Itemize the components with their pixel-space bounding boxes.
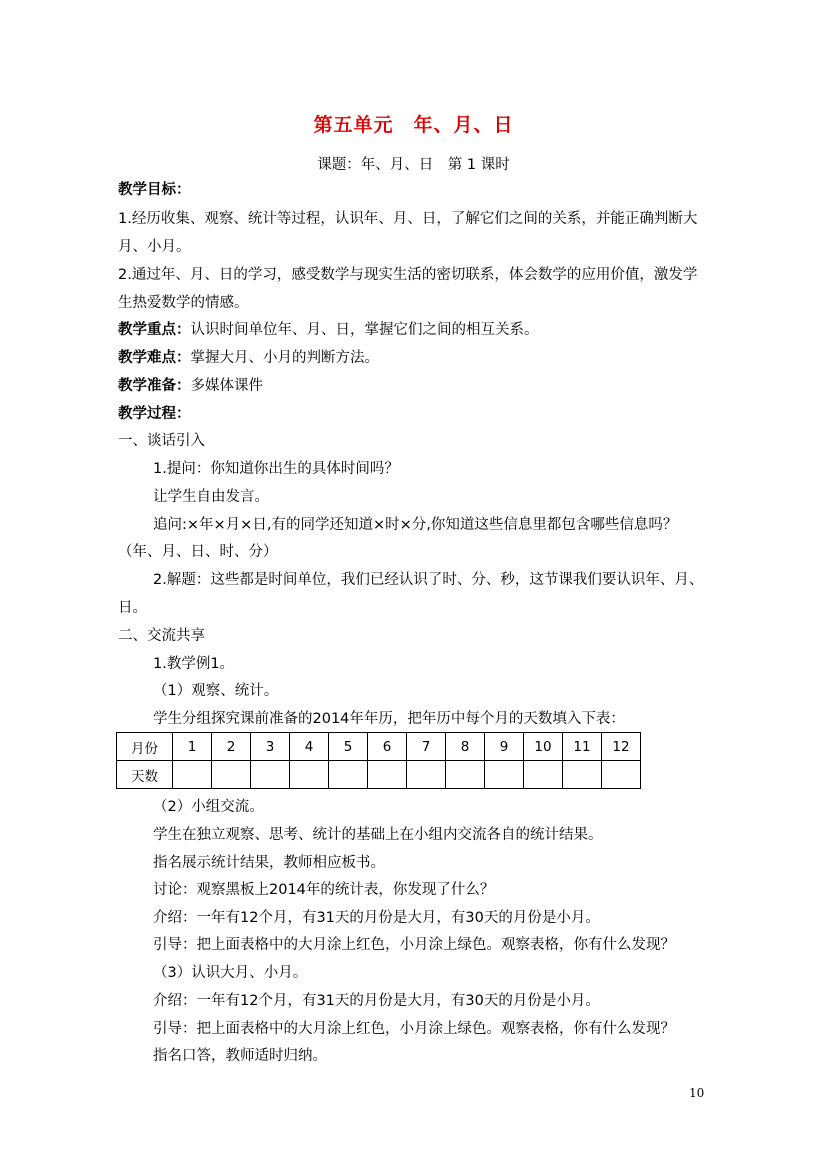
table-cell-days-label: 天数	[117, 761, 173, 789]
table-cell-days-blank	[368, 761, 407, 789]
table-cell-days-blank	[173, 761, 212, 789]
goal-2-line-1: 2.通过年、月、日的学习，感受数学与现实生活的密切联系，体会数学的应用价值，激发学	[118, 267, 698, 283]
section-2-line-10: （3）认识大月、小月。	[153, 965, 308, 981]
table-cell-days-blank	[602, 761, 641, 789]
page-number: 10	[689, 1086, 705, 1100]
table-row-days	[117, 761, 641, 789]
section-1-line-4: （年、月、日、时、分）	[118, 544, 278, 560]
table-cell-month: 7	[407, 733, 446, 761]
table-cell-days-blank	[212, 761, 251, 789]
table-cell-month: 1	[173, 733, 212, 761]
table-cell-month-label: 月份	[117, 733, 173, 761]
table-cell-days-blank	[251, 761, 290, 789]
section-2-line-6: 指名展示统计结果，教师相应板书。	[153, 855, 385, 871]
table-cell-month: 8	[446, 733, 485, 761]
section-2-heading: 二、交流共享	[118, 628, 205, 644]
section-1-line-5: 2.解题：这些都是时间单位，我们已经认识了时、分、秒，这节课我们要认识年、月、	[153, 572, 704, 588]
table-cell-days-blank	[524, 761, 563, 789]
table-cell-month: 6	[368, 733, 407, 761]
table-cell-days-blank	[485, 761, 524, 789]
table-cell-month: 2	[212, 733, 251, 761]
table-cell-month: 10	[524, 733, 563, 761]
preparation-text: 多媒体课件	[190, 378, 263, 394]
section-2-line-4: （2）小组交流。	[153, 799, 264, 815]
table-cell-month: 4	[290, 733, 329, 761]
table-cell-month: 11	[563, 733, 602, 761]
section-2-line-9: 引导：把上面表格中的大月涂上红色，小月涂上绿色。观察表格，你有什么发现？	[153, 937, 675, 953]
key-points	[118, 320, 539, 340]
section-1-line-1: 1.提问：你知道你出生的具体时间吗？	[153, 461, 399, 477]
table-cell-days-blank	[290, 761, 329, 789]
table-cell-month: 9	[485, 733, 524, 761]
section-2-line-13: 指名口答，教师适时归纳。	[153, 1048, 327, 1064]
section-2-line-3: 学生分组探究课前准备的2014年年历，把年历中每个月的天数填入下表：	[153, 711, 625, 727]
difficult-points	[118, 348, 379, 368]
goal-1-line-2: 月、小月。	[118, 239, 191, 255]
section-2-line-2: （1）观察、统计。	[153, 683, 279, 699]
section-2-line-1: 1.教学例1。	[153, 656, 235, 672]
section-2-line-5: 学生在独立观察、思考、统计的基础上在小组内交流各自的统计结果。	[153, 827, 603, 843]
table-cell-days-blank	[446, 761, 485, 789]
preparation	[118, 376, 263, 396]
key-points-label: 教学重点：	[118, 322, 191, 338]
section-1-line-2: 让学生自由发言。	[153, 489, 269, 505]
table-cell-month: 5	[329, 733, 368, 761]
section-2-line-11: 介绍：一年有12个月，有31天的月份是大月，有30天的月份是小月。	[153, 993, 600, 1009]
table-cell-month: 3	[251, 733, 290, 761]
table-row-months	[117, 733, 641, 761]
section-1-line-3: 追问:×年×月×日,有的同学还知道×时×分,你知道这些信息里都包含哪些信息吗？	[153, 517, 678, 533]
table-cell-days-blank	[407, 761, 446, 789]
lesson-subtitle: 课题：年、月、日 第 1 课时	[317, 157, 510, 173]
unit-title: 第五单元 年、月、日	[313, 114, 514, 136]
goals-label: 教学目标：	[118, 182, 191, 198]
table-cell-days-blank	[329, 761, 368, 789]
key-points-text: 认识时间单位年、月、日，掌握它们之间的相互关系。	[190, 322, 539, 338]
section-2-line-8: 介绍：一年有12个月，有31天的月份是大月，有30天的月份是小月。	[153, 910, 600, 926]
process-label: 教学过程：	[118, 406, 191, 422]
table-cell-days-blank	[563, 761, 602, 789]
goal-2-line-2: 生热爱数学的情感。	[118, 295, 249, 311]
section-1-line-6: 日。	[118, 600, 147, 616]
preparation-label: 教学准备：	[118, 378, 191, 394]
month-days-table	[116, 732, 641, 789]
section-1-heading: 一、谈话引入	[118, 433, 205, 449]
table-cell-month: 12	[602, 733, 641, 761]
section-2-line-12: 引导：把上面表格中的大月涂上红色，小月涂上绿色。观察表格，你有什么发现？	[153, 1021, 675, 1037]
section-2-line-7: 讨论：观察黑板上2014年的统计表，你发现了什么？	[153, 882, 495, 898]
difficult-points-text: 掌握大月、小月的判断方法。	[190, 350, 379, 366]
difficult-points-label: 教学难点：	[118, 350, 191, 366]
goal-1-line-1: 1.经历收集、观察、统计等过程，认识年、月、日，了解它们之间的关系，并能正确判断大	[118, 211, 698, 227]
